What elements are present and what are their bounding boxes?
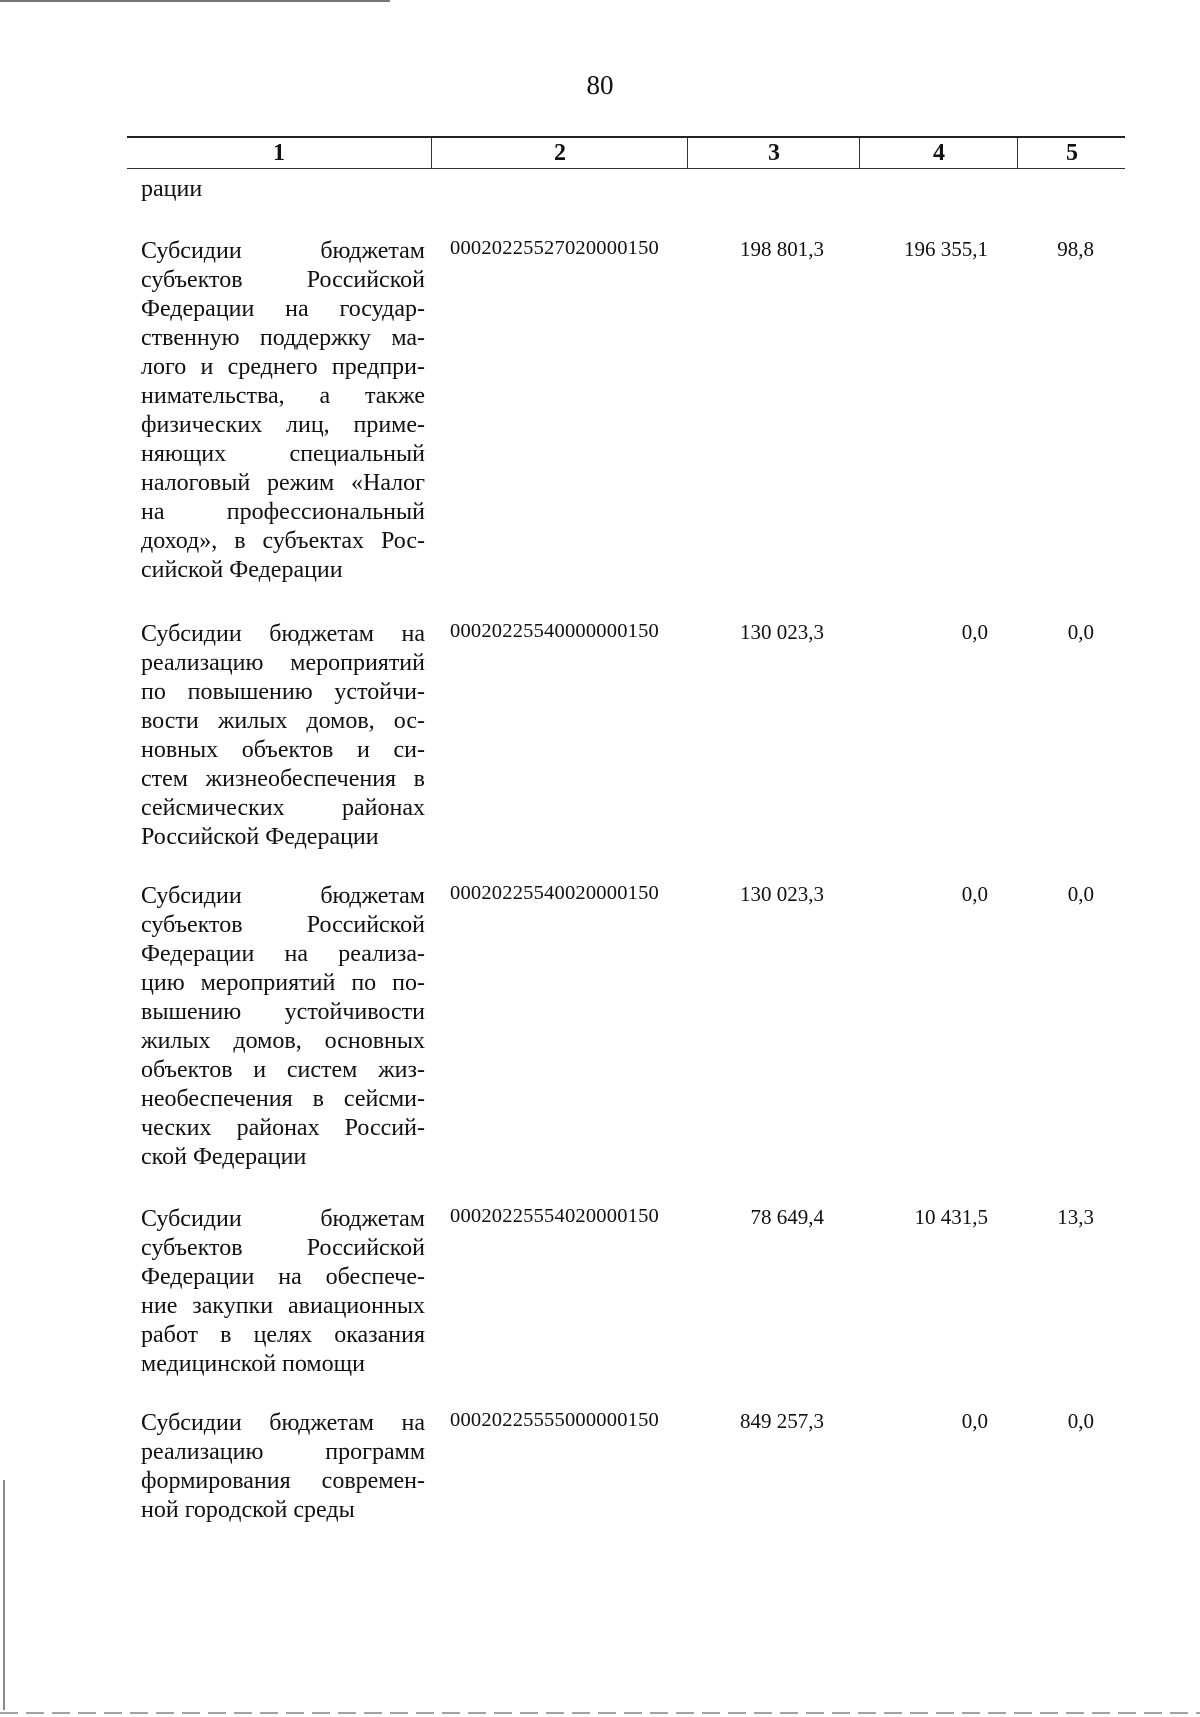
row-description: [141, 1205, 425, 1379]
scan-edge-top: [0, 0, 390, 2]
budget-code: 00020225555000000150: [450, 1409, 659, 1431]
description-line: субъектов Российской: [141, 912, 425, 938]
description-line: реализацию мероприятий: [141, 650, 425, 676]
description-line: Субсидии бюджетам: [141, 1206, 425, 1232]
description-line: ной городской среды: [141, 1497, 355, 1523]
description-line: субъектов Российской: [141, 267, 425, 293]
description-line: Субсидии бюджетам: [141, 883, 425, 909]
column-4-value: 0,0: [961, 620, 988, 644]
budget-code: 00020225540000000150: [450, 620, 659, 642]
description-line: лого и среднего предпри-: [141, 354, 425, 380]
column-4-value: 0,0: [961, 1409, 988, 1433]
column-3-value: 198 801,3: [740, 237, 824, 261]
description-line: доход», в субъектах Рос-: [141, 528, 425, 554]
column-header-1: 1: [273, 140, 285, 166]
row-description: [141, 620, 425, 852]
budget-code: 00020225540020000150: [450, 882, 659, 904]
column-5-value: 0,0: [1067, 1409, 1094, 1433]
description-line: сийской Федерации: [141, 557, 343, 583]
description-line: новных объектов и си-: [141, 737, 425, 763]
description-line: цию мероприятий по по-: [141, 970, 425, 996]
description-line: Федерации на государ-: [141, 296, 425, 322]
description-line: нимательства, а также: [141, 383, 425, 409]
description-line: Федерации на реализа-: [141, 941, 425, 967]
description-line: стем жизнеобеспечения в: [141, 766, 425, 792]
column-4-value: 196 355,1: [904, 237, 988, 261]
description-line: ственную поддержку ма-: [141, 325, 425, 351]
description-line: Российской Федерации: [141, 824, 379, 850]
description-line: сейсмических районах: [141, 795, 425, 821]
description-line: Федерации на обеспече-: [141, 1264, 425, 1290]
scan-edge-left: [3, 1480, 5, 1710]
budget-code: 00020225527020000150: [450, 237, 659, 259]
column-header-4: 4: [859, 138, 1018, 168]
row-description: [141, 882, 425, 1172]
column-3-value: 78 649,4: [750, 1205, 824, 1229]
description-line: на профессиональный: [141, 499, 425, 525]
description-line: по повышению устойчи-: [141, 679, 425, 705]
description-line: реализацию программ: [141, 1439, 425, 1465]
column-header-2: 2: [431, 138, 688, 168]
column-5-value: 13,3: [1057, 1205, 1094, 1229]
description-line: вышению устойчивости: [141, 999, 425, 1025]
column-5-value: 98,8: [1057, 237, 1094, 261]
column-3-value: 130 023,3: [740, 882, 824, 906]
description-line: необеспечения в сейсми-: [141, 1086, 425, 1112]
column-4-value: 10 431,5: [914, 1205, 988, 1229]
description-line: ской Федерации: [141, 1144, 307, 1170]
description-line: Субсидии бюджетам: [141, 238, 425, 264]
description-line: Субсидии бюджетам на: [141, 1410, 425, 1436]
description-line: субъектов Российской: [141, 1235, 425, 1261]
description-line: физических лиц, приме-: [141, 412, 425, 438]
description-line: работ в целях оказания: [141, 1322, 425, 1348]
column-4-value: 0,0: [961, 882, 988, 906]
description-line: Субсидии бюджетам на: [141, 621, 425, 647]
budget-code: 00020225554020000150: [450, 1205, 659, 1227]
continued-text: рации: [141, 176, 203, 202]
description-line: ческих районах Россий-: [141, 1115, 425, 1141]
description-line: жилых домов, основных: [141, 1028, 425, 1054]
column-3-value: 849 257,3: [740, 1409, 824, 1433]
column-header-5: 5: [1017, 138, 1126, 168]
column-header-3: 3: [687, 138, 860, 168]
column-5-value: 0,0: [1067, 882, 1094, 906]
description-line: объектов и систем жиз-: [141, 1057, 425, 1083]
table-header: [127, 136, 1125, 169]
description-line: медицинской помощи: [141, 1351, 365, 1377]
description-line: няющих специальный: [141, 441, 425, 467]
column-3-value: 130 023,3: [740, 620, 824, 644]
scan-edge-bottom: [0, 1712, 1200, 1714]
page-number: 80: [586, 70, 614, 100]
row-description: [141, 1409, 425, 1525]
row-description: [141, 237, 425, 585]
description-line: вости жилых домов, ос-: [141, 708, 425, 734]
description-line: ние закупки авиационных: [141, 1293, 425, 1319]
description-line: формирования современ-: [141, 1468, 425, 1494]
column-5-value: 0,0: [1067, 620, 1094, 644]
description-line: налоговый режим «Налог: [141, 470, 425, 496]
